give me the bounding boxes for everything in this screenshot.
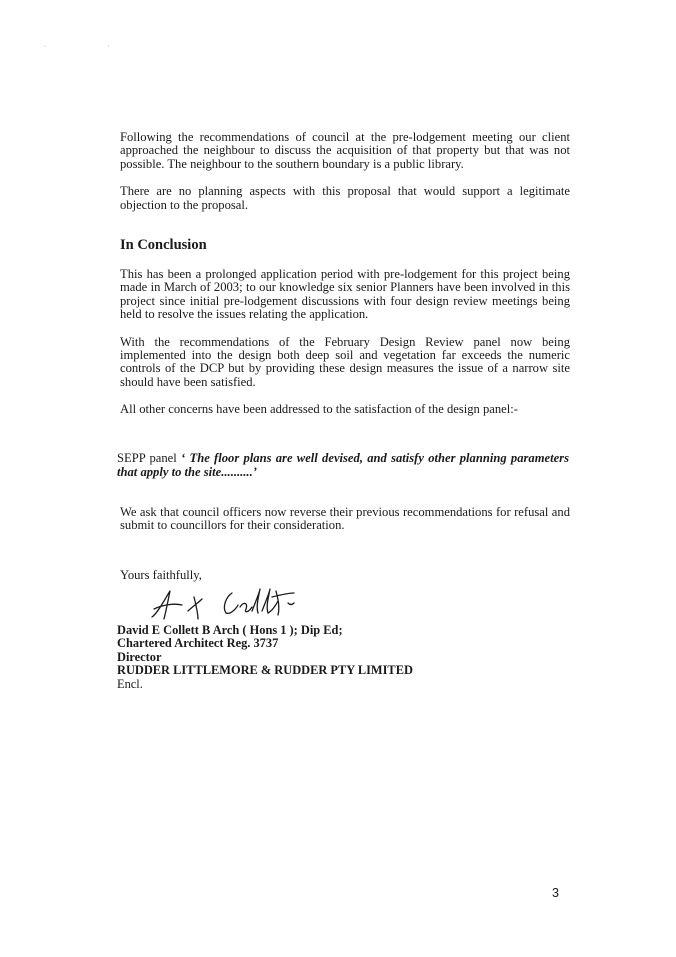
paragraph-no-objection: There are no planning aspects with this proposal that would support a legitimate objection to the proposal.: [120, 184, 570, 212]
quote-prefix: SEPP panel: [117, 451, 177, 465]
page-number: 3: [552, 886, 560, 900]
company-name: RUDDER LITTLEMORE & RUDDER PTY LIMITED: [117, 663, 413, 678]
conclusion-section: [120, 268, 570, 431]
closing-salutation: Yours faithfully,: [120, 568, 202, 582]
scan-specks: · ·: [44, 44, 140, 50]
section-heading: In Conclusion: [120, 237, 207, 253]
request-section: [120, 506, 570, 547]
paragraph-application-period: This has been a prolonged application period with pre-lodgement for this project being made in March of 2003; to our knowledge six senior Planners have been involved in this project since initial pre-lodgement discussions with four design review meetings being held to resolve the issues relating the application.: [120, 267, 570, 322]
signatory-registration: Chartered Architect Reg. 3737: [117, 636, 279, 651]
quote-close-mark: ’: [252, 465, 257, 479]
paragraph-design-review: With the recommendations of the February Design Review panel now being implemented into the design both deep soil and vegetation far exceeds the numeric controls of the DCP but by providing these design measures the issue of a narrow site should have been satisfied.: [120, 334, 570, 389]
paragraph-request: We ask that council officers now reverse their previous recommendations for refusal and submit to councillors for their consideration.: [120, 505, 570, 533]
intro-section: [120, 131, 570, 226]
sepp-panel-quote: [117, 451, 569, 479]
signatory-name: David E Collett B Arch ( Hons 1 ); Dip Ed;: [117, 623, 343, 637]
signature-block: [117, 624, 413, 691]
paragraph-neighbour: Following the recommendations of council at the pre-lodgement meeting our client approached the neighbour to discuss the acquisition of that property but that was not possible. The neighbour to the southern boundary is a public library.: [120, 130, 570, 171]
paragraph-concerns: All other concerns have been addressed to the satisfaction of the design panel:-: [120, 402, 518, 417]
handwritten-signature: [148, 583, 298, 625]
quote-text: The floor plans are well devised, and satisfy other planning parameters that apply to the site..........: [117, 451, 569, 479]
quote-open-mark: ‘: [181, 451, 186, 465]
enclosure-note: Encl.: [117, 676, 143, 691]
signatory-title: Director: [117, 649, 162, 664]
